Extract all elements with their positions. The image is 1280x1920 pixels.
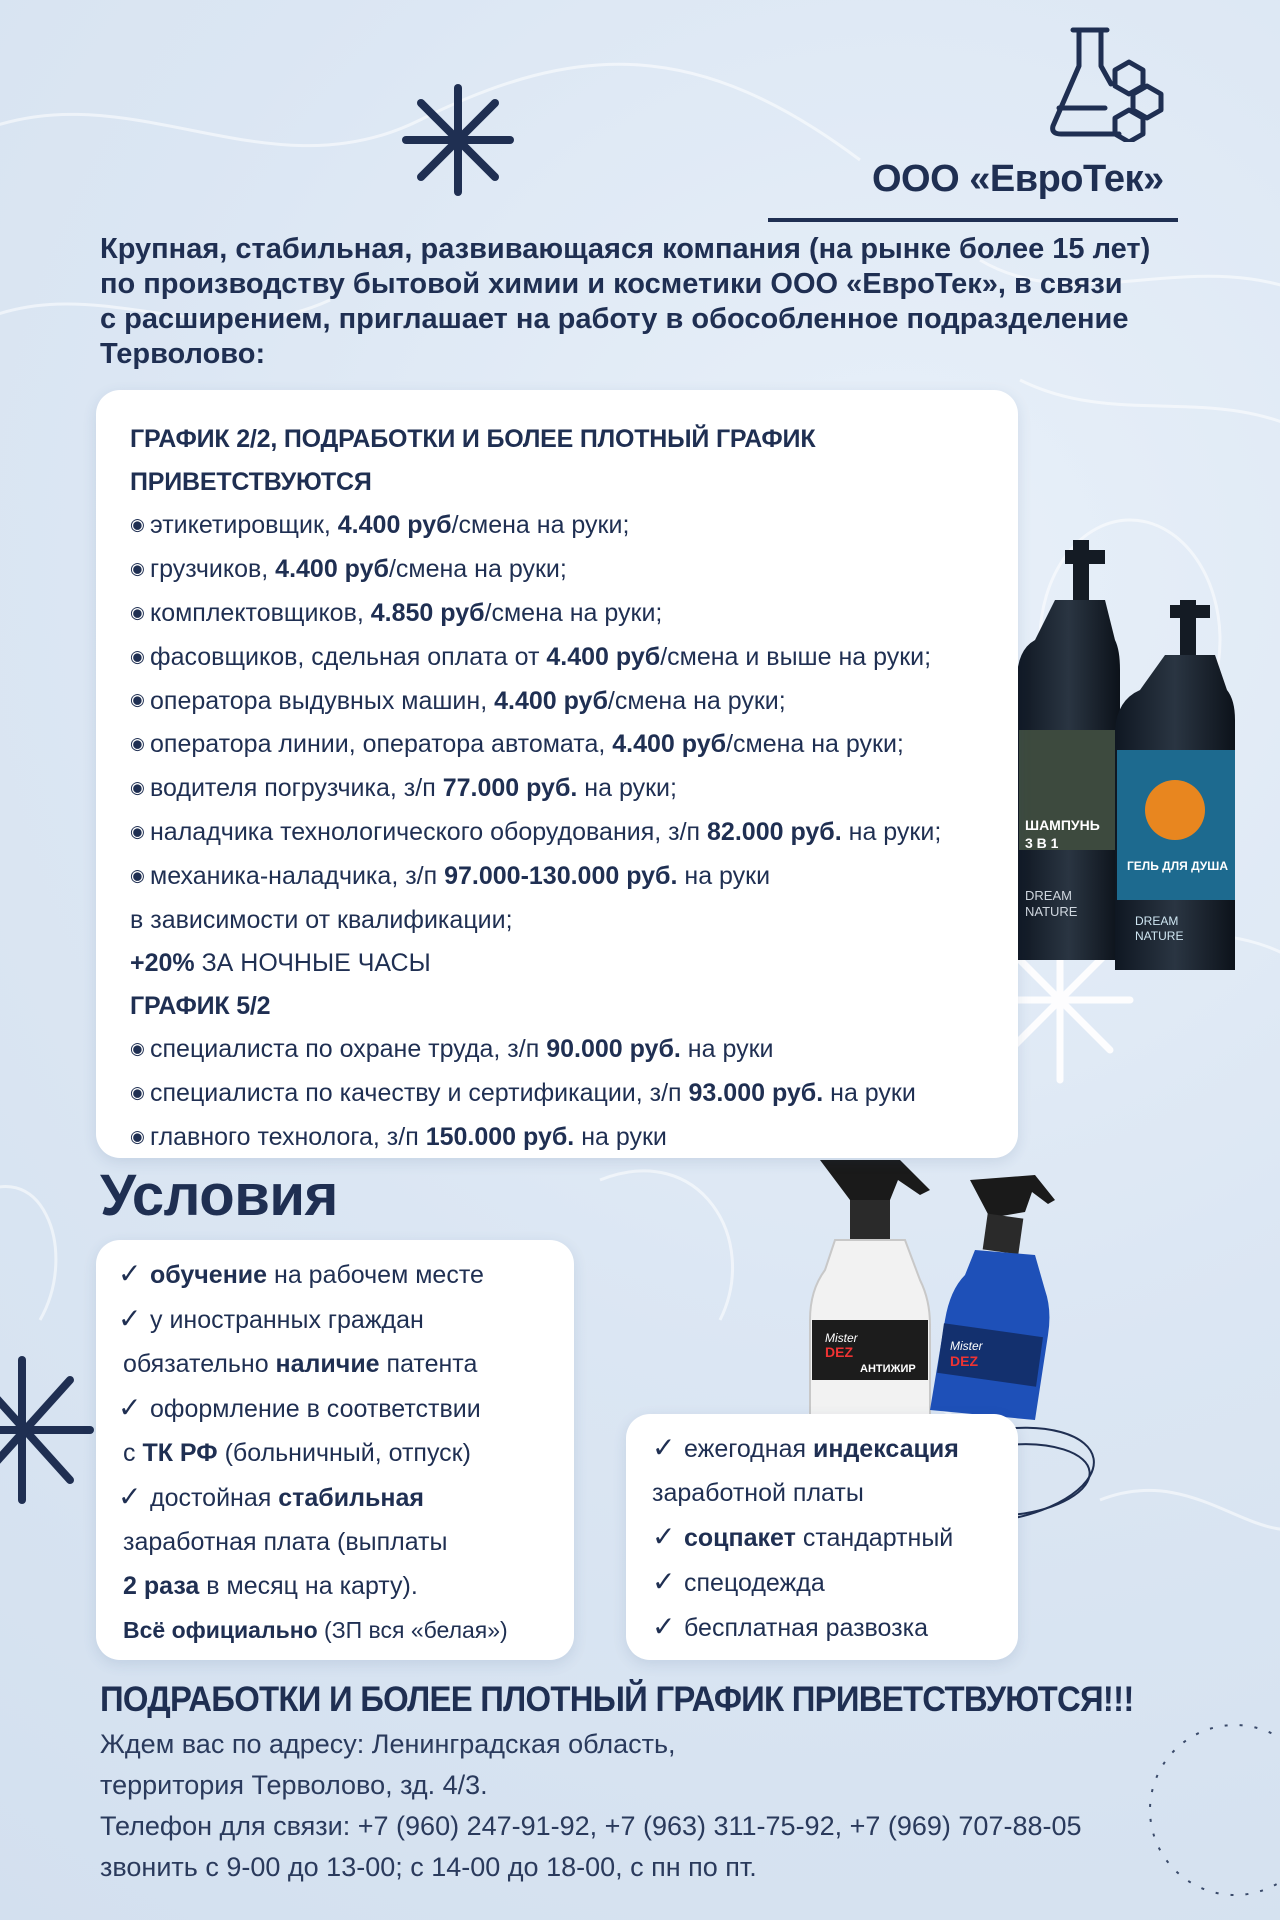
job-item: ◉ механика-наладчика, з/п 97.000-130.000 руб. на руки (130, 855, 986, 899)
hours-line: звонить с 9-00 до 13-00; с 14-00 до 18-00, с пн по пт. (100, 1852, 757, 1882)
shampoo-label: 3 В 1 (1025, 835, 1059, 851)
condition-item: ✓ у иностранных граждан (118, 1297, 574, 1342)
vacancies-card (96, 390, 1018, 1158)
bullet-icon: ◉ (130, 558, 145, 578)
shampoo-bottles-image (1005, 540, 1280, 970)
conditions-card-left (96, 1240, 574, 1660)
bullet-icon: ◉ (130, 778, 145, 798)
spray1-brand: DEZ (825, 1344, 853, 1360)
intro-text (100, 232, 1200, 372)
condition-item: Всё официально (ЗП вся «белая») (123, 1617, 508, 1643)
check-icon: ✓ (652, 1521, 676, 1552)
job-item: ◉ этикетировщик, 4.400 руб/смена на руки; (130, 504, 986, 548)
job-item: ◉ оператора выдувных машин, 4.400 руб/смена на руки; (130, 680, 986, 724)
night-bonus: +20% ЗА НОЧНЫЕ ЧАСЫ (130, 949, 431, 978)
shampoo-label: ШАМПУНЬ (1025, 817, 1100, 833)
job-item: ◉ специалиста по охране труда, з/п 90.000 руб. на руки (130, 1028, 986, 1072)
bullet-icon: ◉ (130, 1038, 145, 1058)
bullet-icon: ◉ (130, 646, 145, 666)
job-item: ◉ специалиста по качеству и сертификации, з/п 93.000 руб. на руки (130, 1072, 986, 1116)
check-icon: ✓ (652, 1566, 676, 1597)
bullet-icon: ◉ (130, 1082, 145, 1102)
job-item: ◉ комплектовщиков, 4.850 руб/смена на руки; (130, 592, 986, 636)
schedule22-heading: ГРАФИК 2/2, ПОДРАБОТКИ И БОЛЕЕ ПЛОТНЫЙ ГРАФИК (130, 425, 816, 453)
bullet-icon: ◉ (130, 866, 145, 886)
job-item: ◉ водителя погрузчика, з/п 77.000 руб. на руки; (130, 767, 986, 811)
conditions-title: Условия (100, 1163, 338, 1228)
schedule52-heading: ГРАФИК 5/2 (130, 992, 271, 1021)
job-item: ◉ главного технолога, з/п 150.000 руб. на руки (130, 1116, 986, 1160)
spray-bottles-image (780, 1150, 1070, 1420)
contacts-block (100, 1724, 1082, 1888)
condition-item: ✓ соцпакет стандартный (652, 1515, 1018, 1560)
condition-item: ✓ ежегодная индексация (652, 1426, 1018, 1471)
job-item: ◉ оператора линии, оператора автомата, 4.400 руб/смена на руки; (130, 723, 986, 767)
shampoo-brand: NATURE (1025, 904, 1078, 919)
spray2-brand: Mister (950, 1339, 983, 1353)
bottom-headline: ПОДРАБОТКИ И БОЛЕЕ ПЛОТНЫЙ ГРАФИК ПРИВЕТСТВУЮТСЯ!!! (100, 1680, 1134, 1719)
gel-brand: NATURE (1135, 929, 1184, 943)
bullet-icon: ◉ (130, 1126, 145, 1146)
intro-line: по производству бытовой химии и косметики ООО «ЕвроТек», в связи (100, 268, 1123, 300)
condition-item: ✓ обучение на рабочем месте (118, 1252, 574, 1297)
schedule22-heading: ПРИВЕТСТВУЮТСЯ (130, 468, 372, 496)
intro-line: с расширением, приглашает на работу в обособленное подразделение (100, 303, 1129, 335)
check-icon: ✓ (652, 1432, 676, 1463)
condition-item: ✓ спецодежда (652, 1560, 1018, 1605)
check-icon: ✓ (118, 1303, 142, 1334)
gel-label: ГЕЛЬ ДЛЯ ДУША (1127, 859, 1228, 873)
job-item: ◉ грузчиков, 4.400 руб/смена на руки; (130, 548, 986, 592)
address-line: Ждем вас по адресу: Ленинградская область, (100, 1729, 676, 1759)
condition-item: обязательно наличие патента (123, 1350, 478, 1378)
job-item-continuation: в зависимости от квалификации; (130, 906, 513, 935)
condition-item: заработной платы (652, 1479, 864, 1507)
bullet-icon: ◉ (130, 690, 145, 710)
check-icon: ✓ (118, 1392, 142, 1423)
company-underline (768, 218, 1178, 222)
spray2-brand: DEZ (950, 1353, 978, 1369)
spray1-label: АНТИЖИР (860, 1363, 916, 1375)
job-item: ◉ фасовщиков, сдельная оплата от 4.400 руб/смена и выше на руки; (130, 636, 986, 680)
condition-item: ✓ бесплатная развозка (652, 1605, 1018, 1650)
company-name: ООО «ЕвроТек» (872, 158, 1164, 200)
shampoo-brand: DREAM (1025, 888, 1072, 903)
check-icon: ✓ (118, 1481, 142, 1512)
intro-line: Крупная, стабильная, развивающаяся компания (на рынке более 15 лет) (100, 233, 1151, 265)
bullet-icon: ◉ (130, 734, 145, 754)
conditions-card-right (626, 1414, 1018, 1660)
job-item: ◉ наладчика технологического оборудования, з/п 82.000 руб. на руки; (130, 811, 986, 855)
phone-line: Телефон для связи: +7 (960) 247-91-92, +7 (963) 311-75-92, +7 (969) 707-88-05 (100, 1811, 1082, 1841)
bullet-icon: ◉ (130, 822, 145, 842)
flask-icon (1045, 22, 1165, 142)
check-icon: ✓ (652, 1611, 676, 1642)
condition-item: ✓ оформление в соответствии (118, 1386, 574, 1431)
snowflake-icon (406, 88, 510, 192)
address-line: территория Терволово, зд. 4/3. (100, 1770, 488, 1800)
condition-item: заработная плата (выплаты (123, 1528, 448, 1556)
gel-brand: DREAM (1135, 914, 1179, 928)
condition-item: с ТК РФ (больничный, отпуск) (123, 1439, 471, 1467)
intro-line: Терволово: (100, 338, 266, 370)
bullet-icon: ◉ (130, 514, 145, 534)
condition-item: 2 раза в месяц на карту). (123, 1572, 418, 1600)
spray1-brand: Mister (825, 1331, 858, 1345)
check-icon: ✓ (118, 1258, 142, 1289)
bullet-icon: ◉ (130, 602, 145, 622)
condition-item: ✓ достойная стабильная (118, 1475, 574, 1520)
